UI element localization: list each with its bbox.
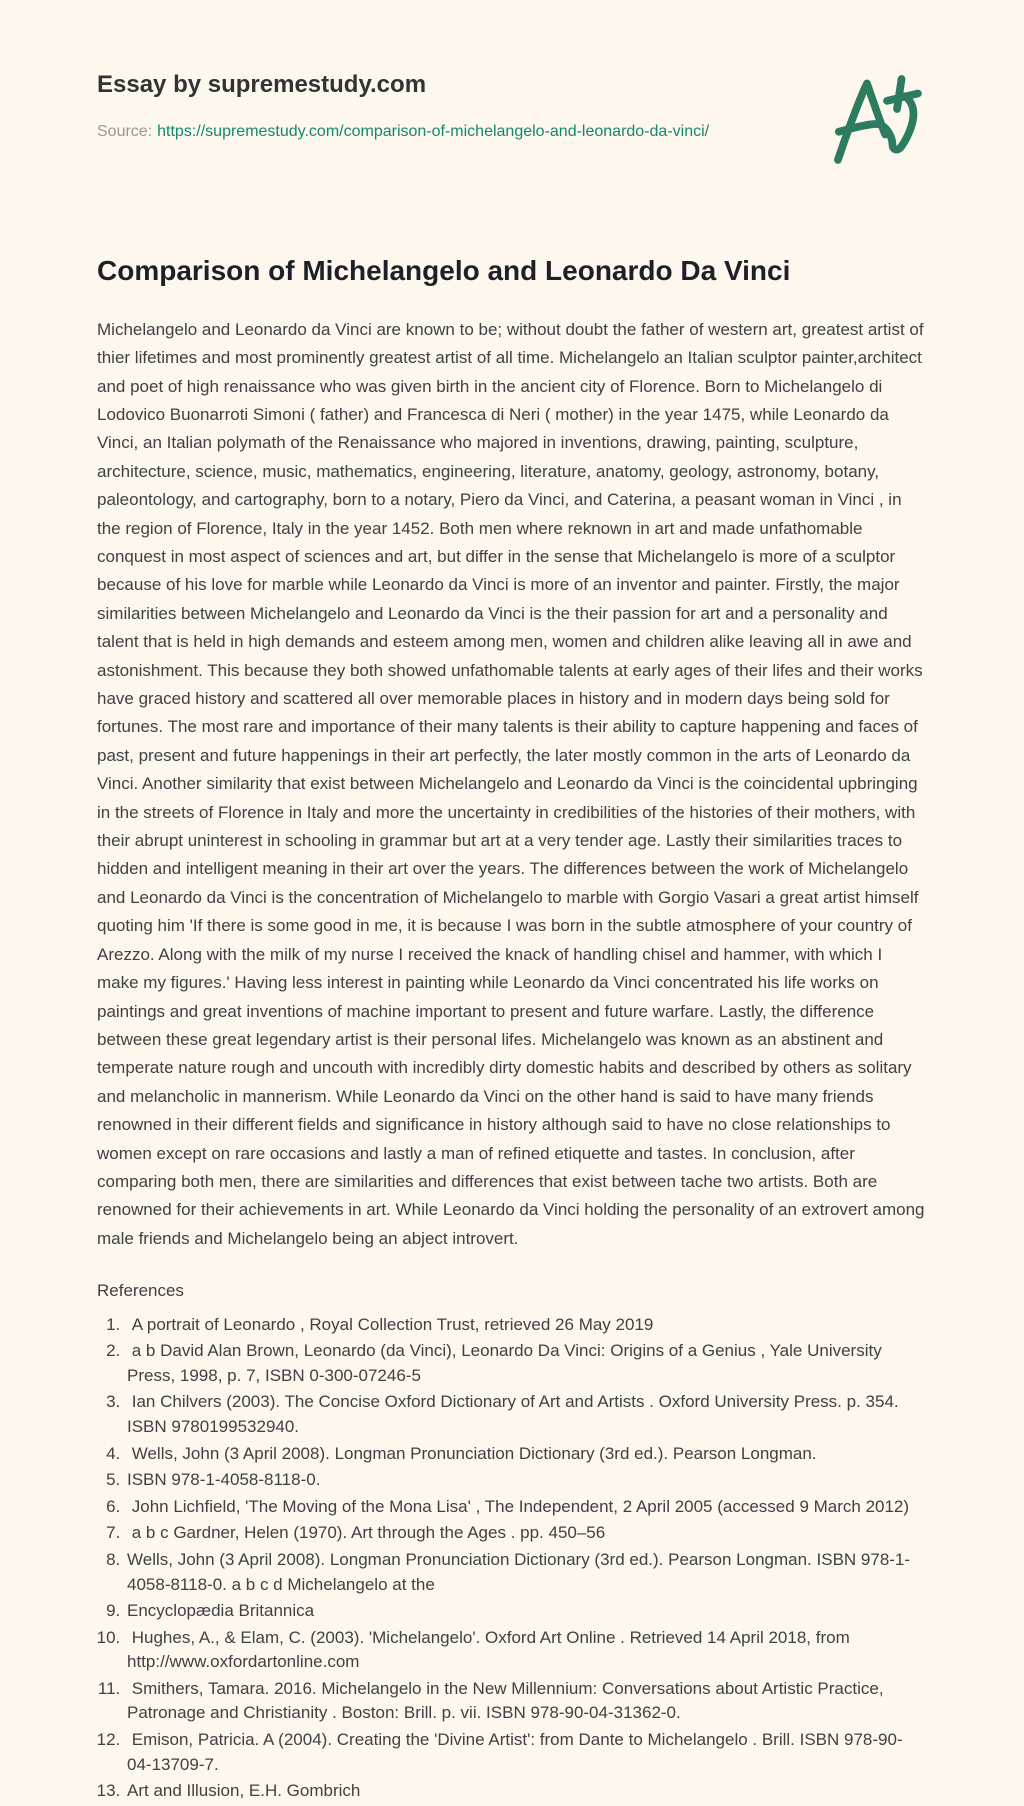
source-label: Source: bbox=[97, 123, 153, 141]
a-plus-logo-svg bbox=[827, 68, 927, 170]
reference-item: 6. John Lichfield, 'The Moving of the Mona Lisa' , The Independent, 2 April 2005 (accessed 9 March 2012) bbox=[125, 1495, 927, 1520]
reference-item: 11. Smithers, Tamara. 2016. Michelangelo in the New Millennium: Conversations about Artistic Practice, Patronage and Christianity . Boston: Brill. p. vii. ISBN 978-90-04-31362-0. bbox=[125, 1677, 927, 1726]
essay-content bbox=[97, 255, 927, 1804]
reference-item: 8. Wells, John (3 April 2008). Longman Pronunciation Dictionary (3rd ed.). Pearson Longman. ISBN 978-1-4058-8118-0. a b c d Michelangelo at the bbox=[125, 1548, 927, 1597]
reference-item: 10. Hughes, A., & Elam, C. (2003). 'Michelangelo'. Oxford Art Online . Retrieved 14 April 2018, from http://www.oxfordartonline.com bbox=[125, 1626, 927, 1675]
logo-plus-vertical bbox=[897, 79, 902, 109]
essay-page bbox=[97, 0, 927, 1804]
reference-item: 4. Wells, John (3 April 2008). Longman Pronunciation Dictionary (3rd ed.). Pearson Longman. bbox=[125, 1442, 927, 1467]
reference-item: 1. A portrait of Leonardo , Royal Collection Trust, retrieved 26 May 2019 bbox=[125, 1313, 927, 1338]
page-header bbox=[97, 72, 927, 142]
references-list bbox=[97, 1313, 927, 1804]
reference-item: 9. Encyclopædia Britannica bbox=[125, 1599, 927, 1624]
reference-item: 7. a b c Gardner, Helen (1970). Art through the Ages . pp. 450–56 bbox=[125, 1521, 927, 1546]
site-header-title: Essay by supremestudy.com bbox=[97, 71, 427, 98]
essay-body: Michelangelo and Leonardo da Vinci are known to be; without doubt the father of western art, greatest artist of thier lifetimes and most prominently greatest artist of all time. Michelangelo an Italian sculptor painter,architect and poet of high renaissance who was given birth in the ancient city of Florence. Born to Michelangelo di Lodovico Buonarroti Simoni ( father) and Francesca di Neri ( mother) in the year 1475, while Leonardo da Vinci, an Italian polymath of the Renaissance who majored in inventions, drawing, painting, sculpture, architecture, science, music, mathematics, engineering, literature, anatomy, geology, astronomy, botany, paleontology, and cartography, born to a notary, Piero da Vinci, and Caterina, a peasant woman in Vinci , in the region of Florence, Italy in the year 1452. Both men where reknown in art and made unfathomable conquest in most aspect of sciences and art, but differ in the sense that Michelangelo is more of a sculptor because of his love for marble while Leonardo da Vinci is more of an inventor and painter. Firstly, the major similarities between Michelangelo and Leonardo da Vinci is the their passion for art and a personality and talent that is held in high demands and esteem among men, women and children alike leaving all in awe and astonishment. This because they both showed unfathomable talents at early ages of their lifes and their works have graced history and scattered all over memorable places in history and in modern days being sold for fortunes. The most rare and importance of their many talents is their ability to capture happening and faces of past, present and future happenings in their art perfectly, the later mostly common in the arts of Leonardo da Vinci. Another similarity that exist between Michelangelo and Leonardo da Vinci is the coincidental upbringing in the streets of Florence in Italy and more the uncertainty in credibilities of the histories of their mothers, with their abrupt uninterest in schooling in grammar but art at a very tender age. Lastly their similarities traces to hidden and intelligent meaning in their art over the years. The differences between the work of Michelangelo and Leonardo da Vinci is the concentration of Michelangelo to marble with Gorgio Vasari a great artist himself quoting him 'If there is some good in me, it is because I was born in the subtle atmosphere of your country of Arezzo. Along with the milk of my nurse I received the knack of handling chisel and hammer, with which I make my figures.' Having less interest in painting while Leonardo da Vinci concentrated his life works on paintings and great inventions of machine important to present and future warfare. Lastly, the difference between these great legendary artist is their personal lifes. Michelangelo was known as an abstinent and temperate nature rough and uncouth with incredibly dirty domestic habits and described by others as solitary and melancholic in mannerism. While Leonardo da Vinci on the other hand is said to have many friends renowned in their different fields and significance in history although said to have no close relationships to women except on rare occasions and lastly a man of refined etiquette and tastes. In conclusion, after comparing both men, there are similarities and differences that exist between tache two artists. Both are renowned for their achievements in art. While Leonardo da Vinci holding the personality of an extrovert among male friends and Michelangelo being an abject introvert. bbox=[97, 319, 925, 1248]
logo-a-left-leg bbox=[838, 84, 867, 160]
reference-item: 3. Ian Chilvers (2003). The Concise Oxford Dictionary of Art and Artists . Oxford University Press. p. 354. ISBN 9780199532940. bbox=[125, 1390, 927, 1439]
reference-item: 13. Art and Illusion, E.H. Gombrich bbox=[125, 1779, 927, 1804]
source-line bbox=[97, 122, 927, 141]
reference-item: 12. Emison, Patricia. A (2004). Creating the 'Divine Artist': from Dante to Michelangelo . Brill. ISBN 978-90-04-13709-7. bbox=[125, 1728, 927, 1777]
references-heading: References bbox=[97, 1281, 184, 1301]
reference-item: 5. ISBN 978-1-4058-8118-0. bbox=[125, 1468, 927, 1493]
source-link[interactable]: https://supremestudy.com/comparison-of-michelangelo-and-leonardo-da-vinci/ bbox=[157, 123, 710, 141]
reference-item: 2. a b David Alan Brown, Leonardo (da Vinci), Leonardo Da Vinci: Origins of a Genius , Yale University Press, 1998, p. 7, ISBN 0-300-07246-5 bbox=[125, 1339, 927, 1388]
a-plus-logo-icon bbox=[827, 68, 927, 170]
essay-title: Comparison of Michelangelo and Leonardo Da Vinci bbox=[97, 254, 791, 286]
